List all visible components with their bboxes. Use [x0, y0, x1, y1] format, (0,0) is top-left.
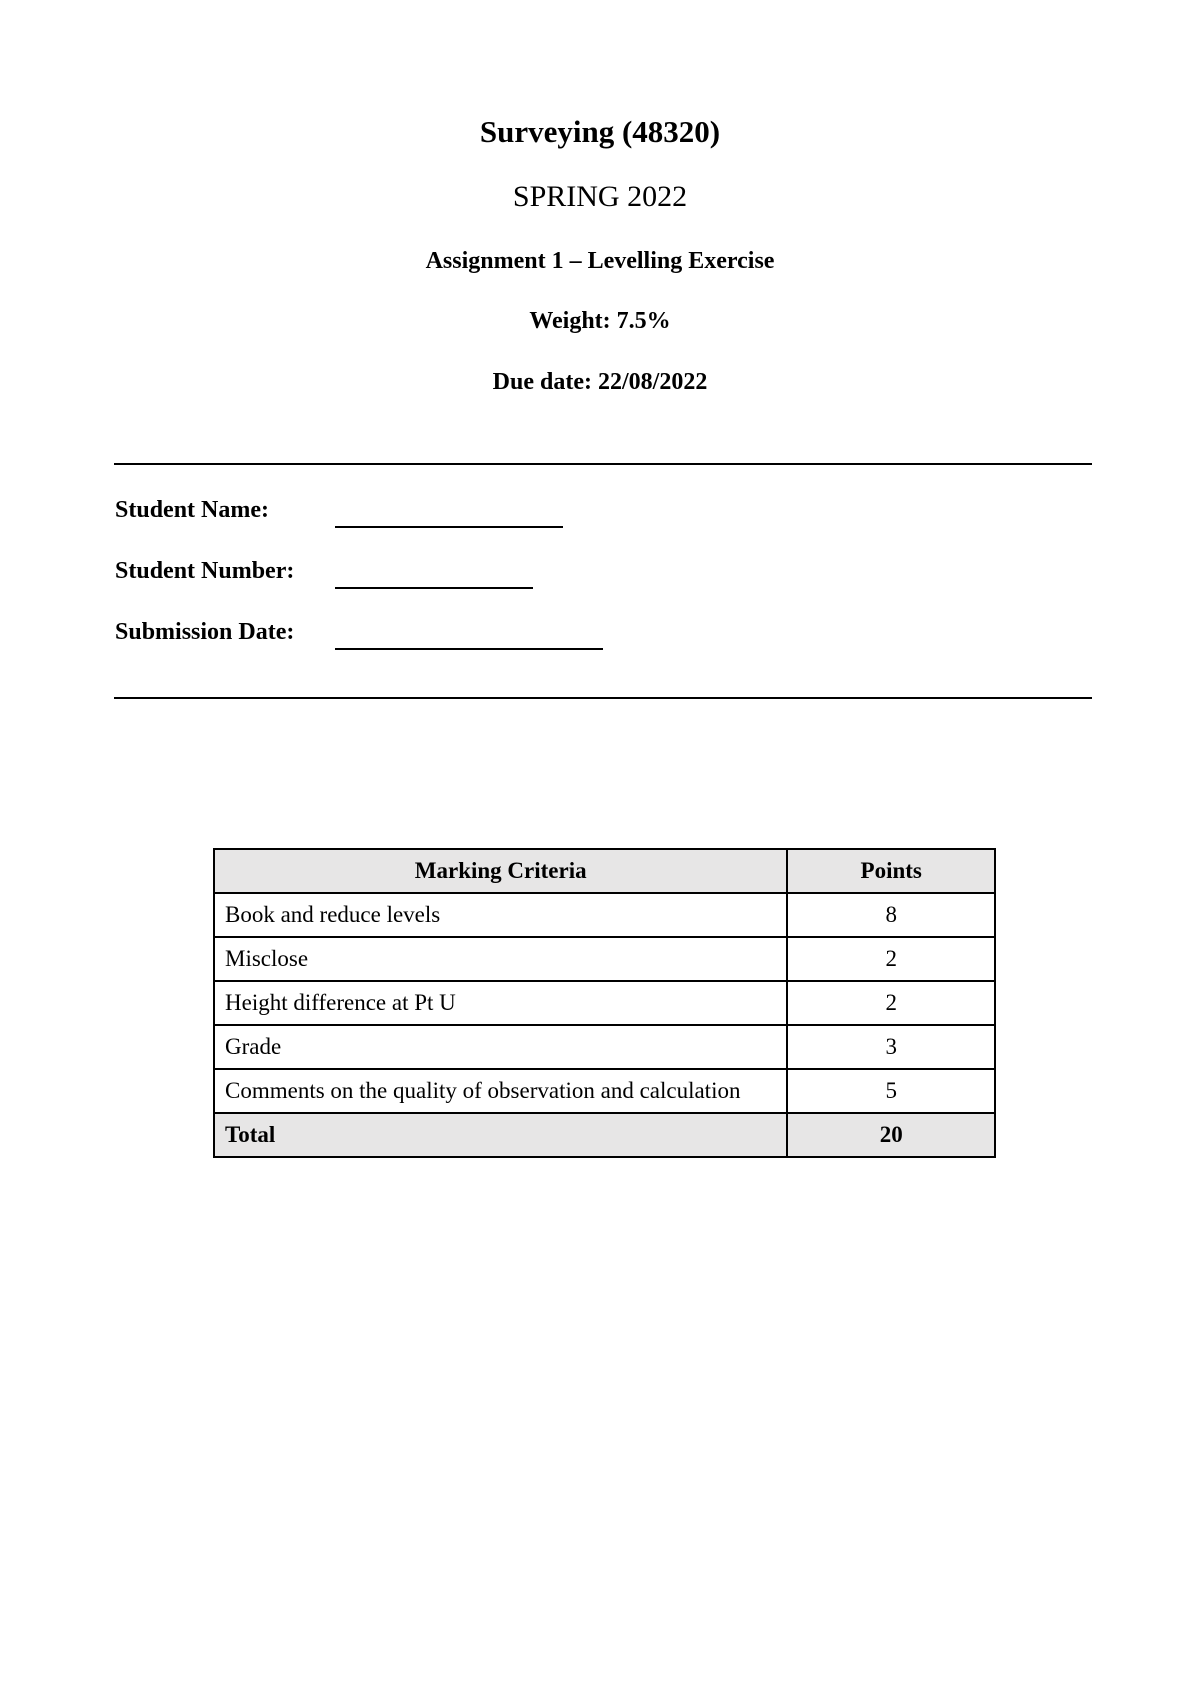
- points-cell: 3: [787, 1025, 995, 1069]
- top-divider: [114, 463, 1092, 465]
- marking-criteria-table: [213, 848, 996, 1158]
- table-row: [214, 981, 995, 1025]
- total-label-cell: Total: [214, 1113, 787, 1157]
- points-cell: 5: [787, 1069, 995, 1113]
- total-points-cell: 20: [787, 1113, 995, 1157]
- due-date-line: Due date: 22/08/2022: [492, 369, 708, 395]
- criteria-column-header: Marking Criteria: [214, 849, 787, 893]
- table-row: [214, 1025, 995, 1069]
- points-cell: 8: [787, 893, 995, 937]
- student-name-label: Student Name:: [115, 497, 269, 523]
- course-title: Surveying (48320): [479, 114, 721, 149]
- criteria-cell: Book and reduce levels: [214, 893, 787, 937]
- points-cell: 2: [787, 937, 995, 981]
- student-number-label: Student Number:: [115, 558, 295, 584]
- table-row: [214, 937, 995, 981]
- submission-date-label: Submission Date:: [115, 619, 295, 645]
- assignment-heading: Assignment 1 – Levelling Exercise: [425, 248, 775, 274]
- table-row: [214, 1069, 995, 1113]
- bottom-divider: [114, 697, 1092, 699]
- criteria-cell: Height difference at Pt U: [214, 981, 787, 1025]
- table-header-row: [214, 849, 995, 893]
- submission-date-blank: [335, 648, 603, 650]
- criteria-cell: Comments on the quality of observation and calculation: [214, 1069, 787, 1113]
- points-cell: 2: [787, 981, 995, 1025]
- criteria-cell: Misclose: [214, 937, 787, 981]
- points-column-header: Points: [787, 849, 995, 893]
- term-heading: SPRING 2022: [512, 180, 688, 213]
- total-row: [214, 1113, 995, 1157]
- student-name-blank: [335, 526, 563, 528]
- table-row: [214, 893, 995, 937]
- student-number-blank: [335, 587, 533, 589]
- criteria-cell: Grade: [214, 1025, 787, 1069]
- weight-line: Weight: 7.5%: [529, 308, 671, 334]
